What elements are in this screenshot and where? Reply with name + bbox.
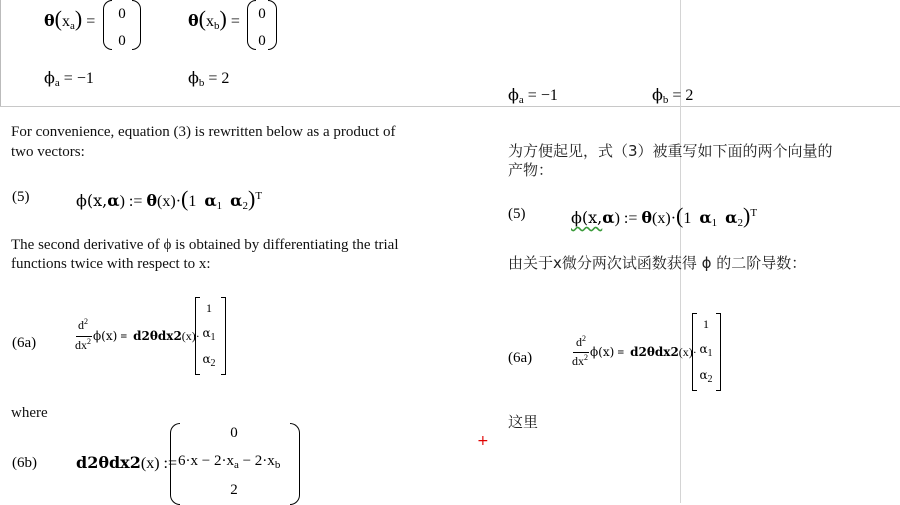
theta-a-val-1: 0: [118, 6, 126, 22]
eq6b-lhs: d2θdx2(x) :=: [76, 453, 177, 472]
eq6a-rhs: ϕ(x) = d2θdx2(x)·: [93, 329, 200, 343]
section-divider: [0, 106, 900, 107]
eq6b-matrix-right: [290, 423, 300, 505]
cn-intro-line2: 产物：: [508, 161, 554, 179]
theta-a-matrix-right: [132, 0, 141, 50]
phi-b-left: ϕb = 2: [188, 68, 230, 89]
intro-paragraph-line1: For convenience, equation (3) is rewritten below as a product of: [11, 124, 396, 140]
cn-eq5-label: (5): [508, 206, 526, 222]
phi-a-right: ϕa = −1: [508, 85, 558, 106]
eq6b-label: (6b): [12, 455, 37, 471]
derivative-paragraph-line1: The second derivative of ϕ is obtained by differentiating the trial: [11, 237, 399, 253]
cn-eq6a-vec-2: $\alpha_1$: [699, 342, 713, 359]
cn-eq6a-dx2-denominator: $dx^2$: [572, 353, 588, 368]
cn-intro-line1: 为方便起见，式（3）被重写如下面的两个向量的: [508, 142, 833, 160]
cn-derivative-paragraph: 由关于x微分两次试函数获得 ϕ 的二阶导数：: [508, 254, 807, 272]
theta-a-val-2: 0: [118, 33, 126, 49]
cn-eq5-expression: ϕ(x,α) := θ(x)·(1 α1 α2)$^T$: [571, 203, 758, 229]
where-label: where: [11, 405, 48, 421]
theta-b-val-2: 0: [258, 33, 266, 49]
intro-paragraph-line2: two vectors:: [11, 144, 85, 160]
cn-eq6a-bracket-right: [716, 313, 721, 391]
eq6a-dx2-denominator: $dx^2$: [75, 337, 91, 352]
theta-b-matrix-right: [268, 0, 277, 50]
theta-b-equation: θ(xb) =: [188, 6, 240, 32]
eq6b-row-1: 0: [230, 425, 238, 441]
eq6a-vec-3: $\alpha_2$: [202, 352, 216, 369]
cn-eq6a-label: (6a): [508, 350, 533, 366]
theta-b-val-1: 0: [258, 6, 266, 22]
cn-eq6a-vec-3: $\alpha_2$: [699, 368, 713, 385]
eq6a-bracket-right: [221, 297, 226, 375]
eq6b-row-2: $6\cdot x - 2\cdot x_a - 2\cdot x_b$: [178, 453, 281, 471]
eq6a-vec-1: 1: [206, 301, 212, 315]
cn-where-label: 这里: [508, 413, 539, 431]
eq5-label: (5): [12, 189, 30, 205]
left-margin-line: [0, 0, 1, 106]
eq5-expression: ϕ(x,α) := θ(x)·(1 α1 α2)$^T$: [76, 186, 263, 212]
eq6a-d2-numerator: $d^2$: [78, 317, 88, 332]
derivative-paragraph-line2: functions twice with respect to x:: [11, 256, 211, 272]
eq6a-vec-2: $\alpha_1$: [202, 326, 216, 343]
cn-eq6a-vec-1: 1: [703, 317, 709, 331]
insertion-cursor-marker[interactable]: +: [477, 433, 489, 449]
phi-a-left: ϕa = −1: [44, 68, 94, 89]
theta-a-equation: θ(xa) =: [44, 6, 96, 32]
theta-a-matrix-left: [103, 0, 112, 50]
cn-eq6a-rhs: ϕ(x) = d2θdx2(x)·: [590, 345, 697, 359]
cn-eq6a-d2-numerator: $d^2$: [576, 334, 586, 349]
eq6a-label: (6a): [12, 335, 37, 351]
eq6b-row-3: 2: [230, 482, 238, 498]
phi-b-right: ϕb = 2: [652, 85, 694, 106]
